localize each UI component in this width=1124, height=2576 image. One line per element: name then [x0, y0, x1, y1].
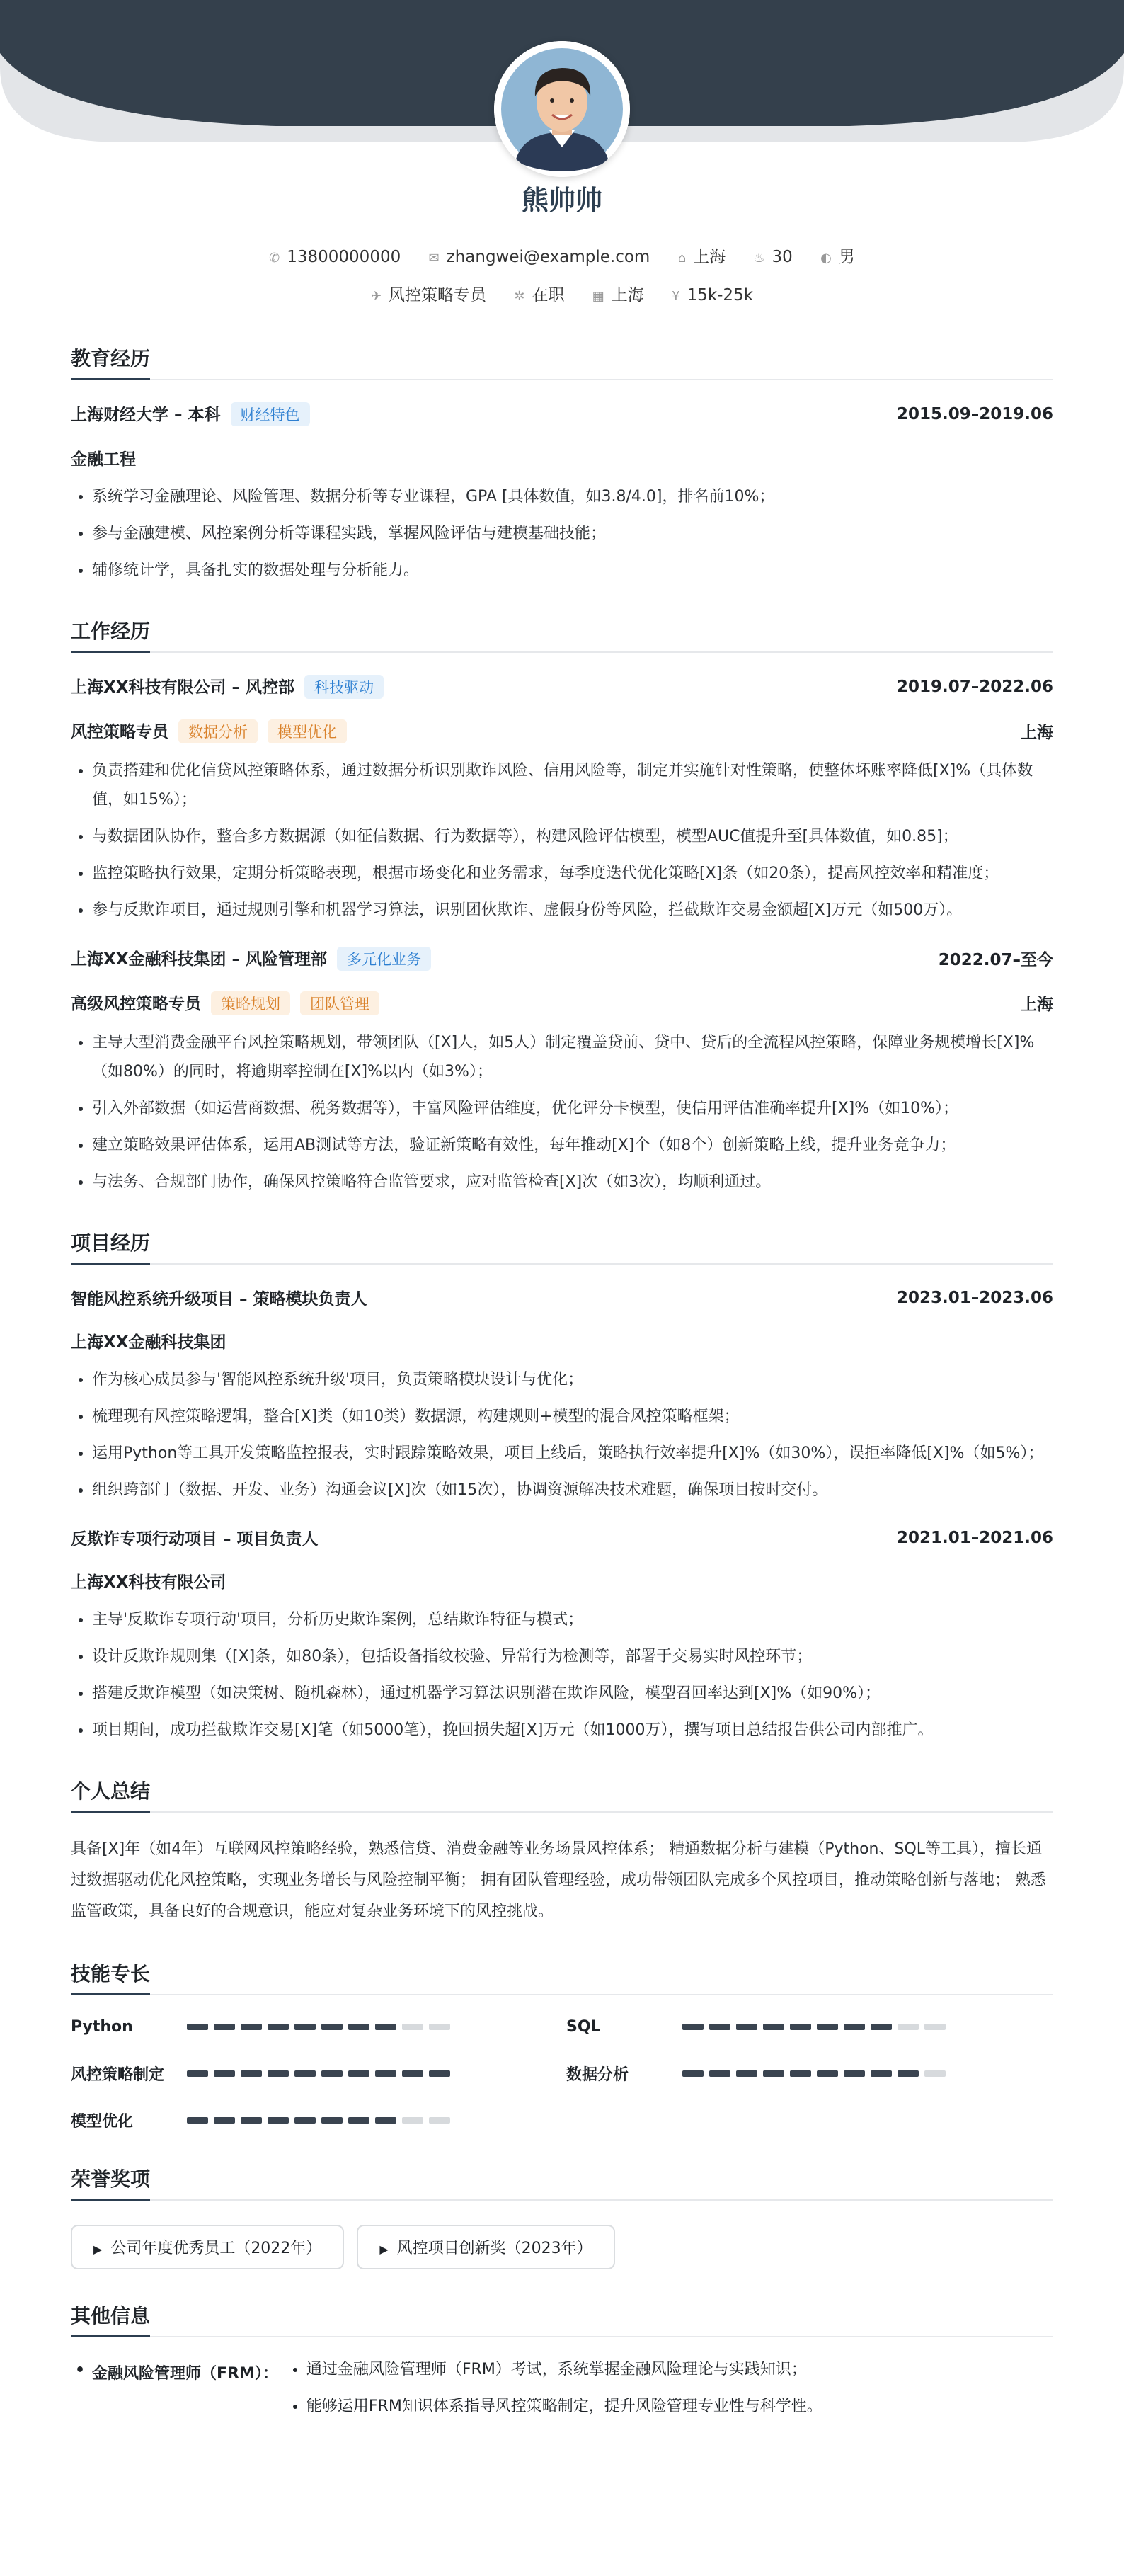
skill-segment	[268, 2117, 289, 2124]
resume-content	[71, 343, 1053, 2425]
skill-segment	[682, 2024, 704, 2030]
skill-segment	[844, 2024, 865, 2030]
list-item: • 主导大型消费金融平台风控策略规划，带领团队（[X]人，如5人）制定覆盖贷前、贷中、贷后的全流程风控策略，保障业务规模增长[X]%（如80%）的同时，将逾期率控制在[X]%以内（如3%）；	[92, 1028, 1053, 1086]
project-org: 上海XX金融科技集团	[71, 1333, 226, 1352]
project-bullets	[71, 1365, 1053, 1505]
company-tag: 科技驱动	[304, 675, 384, 699]
skill-segment	[268, 2070, 289, 2077]
summary-section	[71, 1776, 1053, 1927]
skill-segment	[763, 2070, 784, 2077]
section-title: 个人总结	[71, 1776, 1053, 1813]
profile-name: 熊帅帅	[521, 185, 602, 216]
salary-item	[672, 286, 753, 304]
skill-level-bar	[682, 2070, 946, 2077]
skill-segment	[375, 2070, 396, 2077]
skill-segment	[736, 2070, 757, 2077]
section-title: 荣誉奖项	[71, 2164, 1053, 2201]
skill-segment	[898, 2024, 919, 2030]
gender-icon: ◐	[820, 251, 832, 266]
intent-row	[0, 282, 1124, 305]
skill-segment	[844, 2070, 865, 2077]
skill-segment	[429, 2024, 450, 2030]
skill-segment	[214, 2070, 235, 2077]
skill-segment	[736, 2024, 757, 2030]
skill-name: 模型优化	[71, 2112, 134, 2131]
skill-segment	[790, 2024, 811, 2030]
other-section	[71, 2301, 1053, 2425]
status-item	[514, 282, 564, 305]
list-item: • 参与金融建模、风控案例分析等课程实践，掌握风险评估与建模基础技能；	[92, 519, 1053, 548]
skill-segment	[187, 2024, 208, 2030]
school-name: 上海财经大学 – 本科	[71, 406, 221, 424]
education-entry	[71, 401, 1053, 585]
list-item: • 能够运用FRM知识体系指导风控策略制定，提升风险管理专业性与科学性。	[306, 2388, 822, 2425]
project-period: 2023.01–2023.06	[896, 1288, 1053, 1307]
skill-name: SQL	[566, 2017, 601, 2036]
list-item: • 建立策略效果评估体系，运用AB测试等方法，验证新策略有效性，每年推动[X]个（如8个）创新策略上线，提升业务竞争力；	[92, 1131, 1053, 1160]
job-role: 风控策略专员	[71, 723, 168, 741]
job-bullets	[71, 1028, 1053, 1197]
project-period: 2021.01–2021.06	[896, 1528, 1053, 1547]
skill-segment	[294, 2070, 316, 2077]
skill-segment	[682, 2070, 704, 2077]
skill-segment	[214, 2117, 235, 2124]
skill-level-bar	[187, 2070, 450, 2077]
list-item: • 主导'反欺诈专项行动'项目，分析历史欺诈案例，总结欺诈特征与模式；	[92, 1605, 1053, 1634]
skill-segment	[817, 2024, 838, 2030]
skill-segment	[241, 2117, 262, 2124]
skill-item	[71, 2107, 566, 2133]
briefcase-icon: ✈	[370, 289, 382, 304]
list-item: • 参与反欺诈项目，通过规则引擎和机器学习算法，识别团伙欺诈、虚假身份等风险，拦截欺诈交易金额超[X]万元（如500万）。	[92, 896, 1053, 925]
skill-segment	[402, 2024, 423, 2030]
school-tag: 财经特色	[231, 402, 310, 426]
project-org: 上海XX科技有限公司	[71, 1573, 226, 1592]
salary-text: 15k-25k	[687, 286, 754, 304]
skill-item	[71, 2061, 566, 2086]
profile-photo	[494, 41, 630, 177]
skills-grid	[71, 2014, 1053, 2133]
project-entry	[71, 1526, 1053, 1745]
skill-level-bar	[187, 2117, 450, 2124]
skill-segment	[187, 2117, 208, 2124]
job-role: 高级风控策略专员	[71, 995, 201, 1013]
skill-segment	[709, 2070, 730, 2077]
skill-segment	[241, 2070, 262, 2077]
summary-text: 具备[X]年（如4年）互联网风控策略经验，熟悉信贷、消费金融等业务场景风控体系； 精通数据分析与建模（Python、SQL等工具），擅长通过数据驱动优化风控策略，实现业务增长与风险控制平衡； 拥有团队管理经验，成功带领团队完成多个风控项目，推动策略创新与落地； 熟悉监管政策，具备良好的合规意识，能应对复杂业务环境下的风控挑战。	[71, 1840, 1046, 1920]
list-item: • 系统学习金融理论、风险管理、数据分析等专业课程，GPA [具体数值，如3.8/4.0]，排名前10%；	[92, 482, 1053, 511]
job-location: 上海	[1021, 724, 1053, 742]
list-item: • 作为核心成员参与'智能风控系统升级'项目，负责策略模块设计与优化；	[92, 1365, 1053, 1394]
job-bullets	[71, 756, 1053, 925]
status-text: 在职	[532, 286, 565, 304]
company-name: 上海XX科技有限公司 – 风控部	[71, 678, 294, 697]
building-icon: ▦	[592, 289, 604, 304]
skill-segment	[321, 2024, 343, 2030]
phone-icon: ✆	[269, 251, 280, 266]
education-section	[71, 343, 1053, 585]
skill-segment	[375, 2117, 396, 2124]
skill-segment	[402, 2070, 423, 2077]
award-text: 风控项目创新奖（2023年）	[396, 2240, 592, 2257]
contact-row	[0, 244, 1124, 267]
role-tag: 团队管理	[300, 991, 379, 1015]
skill-segment	[790, 2070, 811, 2077]
list-item: • 通过金融风险管理师（FRM）考试，系统掌握金融风险理论与实践知识；	[306, 2352, 822, 2388]
skill-segment	[214, 2024, 235, 2030]
skill-name: 数据分析	[566, 2065, 629, 2084]
phone-item	[269, 248, 401, 266]
company-name: 上海XX金融科技集团 – 风险管理部	[71, 950, 327, 969]
project-entry	[71, 1286, 1053, 1505]
project-name: 智能风控系统升级项目 – 策略模块负责人	[71, 1290, 367, 1309]
award-card	[357, 2225, 614, 2269]
gender-text: 男	[838, 248, 855, 266]
skill-segment	[348, 2024, 369, 2030]
role-tag: 数据分析	[178, 719, 258, 743]
skill-segment	[375, 2024, 396, 2030]
job-entry	[71, 946, 1053, 1197]
list-item: • 梳理现有风控策略逻辑，整合[X]类（如10类）数据源，构建规则+模型的混合风控策略框架；	[92, 1402, 1053, 1431]
list-item: • 项目期间，成功拦截欺诈交易[X]笔（如5000笔），挽回损失超[X]万元（如1000万），撰写项目总结报告供公司内部推广。	[92, 1716, 1053, 1745]
phone-text: 13800000000	[287, 248, 401, 266]
project-name: 反欺诈专项行动项目 – 项目负责人	[71, 1530, 319, 1549]
job-location: 上海	[1021, 996, 1053, 1014]
major: 金融工程	[71, 450, 136, 469]
city-item	[678, 244, 726, 267]
skill-name: Python	[71, 2017, 133, 2036]
job-period: 2022.07–至今	[938, 951, 1053, 969]
skill-segment	[429, 2117, 450, 2124]
education-bullets	[71, 482, 1053, 585]
skill-segment	[321, 2117, 343, 2124]
city-text: 上海	[693, 248, 726, 266]
section-title: 项目经历	[71, 1228, 1053, 1265]
other-key: • 金融风险管理师（FRM）：	[71, 2361, 278, 2425]
email-item	[429, 248, 650, 266]
awards-list	[71, 2225, 1053, 2269]
other-info	[71, 2361, 1053, 2425]
job-entry	[71, 674, 1053, 925]
job-period: 2019.07–2022.06	[896, 677, 1053, 696]
age-text: 30	[772, 248, 793, 266]
skill-segment	[321, 2070, 343, 2077]
skill-segment	[709, 2024, 730, 2030]
home-icon: ⌂	[677, 251, 687, 266]
expected-city-item	[592, 282, 644, 305]
position-text: 风控策略专员	[389, 286, 487, 304]
skill-segment	[817, 2070, 838, 2077]
section-title: 技能专长	[71, 1959, 1053, 1995]
list-item: • 与数据团队协作，整合多方数据源（如征信数据、行为数据等），构建风险评估模型，模型AUC值提升至[具体数值，如0.85]；	[92, 822, 1053, 851]
position-item	[371, 282, 486, 305]
list-item: • 运用Python等工具开发策略监控报表，实时跟踪策略效果，项目上线后，策略执行效率提升[X]%（如30%），误拒率降低[X]%（如5%）；	[92, 1439, 1053, 1468]
list-item: • 搭建反欺诈模型（如决策树、随机森林），通过机器学习算法识别潜在欺诈风险，模型召回率达到[X]%（如90%）；	[92, 1679, 1053, 1708]
skill-segment	[871, 2024, 892, 2030]
skill-item	[71, 2014, 566, 2039]
award-card	[71, 2225, 344, 2269]
money-icon: ¥	[672, 289, 680, 304]
company-tag: 多元化业务	[337, 947, 431, 971]
mail-icon: ✉	[428, 251, 440, 266]
list-item: • 监控策略执行效果，定期分析策略表现，根据市场变化和业务需求，每季度迭代优化策略[X]条（如20条），提高风控效率和精准度；	[92, 859, 1053, 888]
projects-section	[71, 1228, 1053, 1745]
role-tag: 模型优化	[268, 719, 347, 743]
skill-segment	[924, 2024, 946, 2030]
section-title: 其他信息	[71, 2301, 1053, 2337]
list-item: • 与法务、合规部门协作，确保风控策略符合监管要求，应对监管检查[X]次（如3次），均顺利通过。	[92, 1168, 1053, 1197]
role-tag: 策略规划	[211, 991, 290, 1015]
list-item: • 负责搭建和优化信贷风控策略体系，通过数据分析识别欺诈风险、信用风险等，制定并实施针对性策略，使整体坏账率降低[X]%（具体数值，如15%）；	[92, 756, 1053, 814]
email-text: zhangwei@example.com	[446, 248, 650, 266]
skill-segment	[898, 2070, 919, 2077]
section-title: 教育经历	[71, 343, 1053, 380]
section-title: 工作经历	[71, 616, 1053, 653]
skill-level-bar	[682, 2024, 946, 2030]
gender-item	[820, 244, 855, 267]
list-item: • 辅修统计学，具备扎实的数据处理与分析能力。	[92, 556, 1053, 585]
award-text: 公司年度优秀员工（2022年）	[110, 2240, 322, 2257]
skill-item	[566, 2061, 1053, 2086]
status-icon: ✲	[514, 289, 525, 304]
skill-level-bar	[187, 2024, 450, 2030]
skill-segment	[924, 2070, 946, 2077]
list-item: • 设计反欺诈规则集（[X]条，如80条），包括设备指纹校验、异常行为检测等，部署于交易实时风控环节；	[92, 1642, 1053, 1671]
skill-segment	[268, 2024, 289, 2030]
skill-segment	[294, 2024, 316, 2030]
work-section	[71, 616, 1053, 1197]
awards-section	[71, 2164, 1053, 2269]
avatar	[494, 41, 630, 177]
list-item: • 组织跨部门（数据、开发、业务）沟通会议[X]次（如15次），协调资源解决技术难题，确保项目按时交付。	[92, 1476, 1053, 1505]
skill-segment	[871, 2070, 892, 2077]
skill-segment	[187, 2070, 208, 2077]
play-icon: ▶	[93, 2242, 103, 2256]
skill-segment	[763, 2024, 784, 2030]
education-period: 2015.09–2019.06	[896, 404, 1053, 423]
skill-segment	[348, 2070, 369, 2077]
skill-name: 风控策略制定	[71, 2065, 165, 2084]
skill-segment	[241, 2024, 262, 2030]
skill-segment	[348, 2117, 369, 2124]
skill-item	[566, 2014, 1053, 2039]
project-bullets	[71, 1605, 1053, 1745]
skill-segment	[402, 2117, 423, 2124]
skill-segment	[429, 2070, 450, 2077]
list-item: • 引入外部数据（如运营商数据、税务数据等），丰富风险评估维度，优化评分卡模型，使信用评估准确率提升[X]%（如10%）；	[92, 1094, 1053, 1123]
age-item	[753, 248, 792, 266]
expected-city-text: 上海	[611, 286, 644, 304]
skills-section	[71, 1959, 1053, 2133]
other-bullets	[278, 2352, 822, 2425]
cake-icon: ♨	[753, 251, 765, 266]
play-icon: ▶	[379, 2242, 389, 2256]
skill-segment	[294, 2117, 316, 2124]
